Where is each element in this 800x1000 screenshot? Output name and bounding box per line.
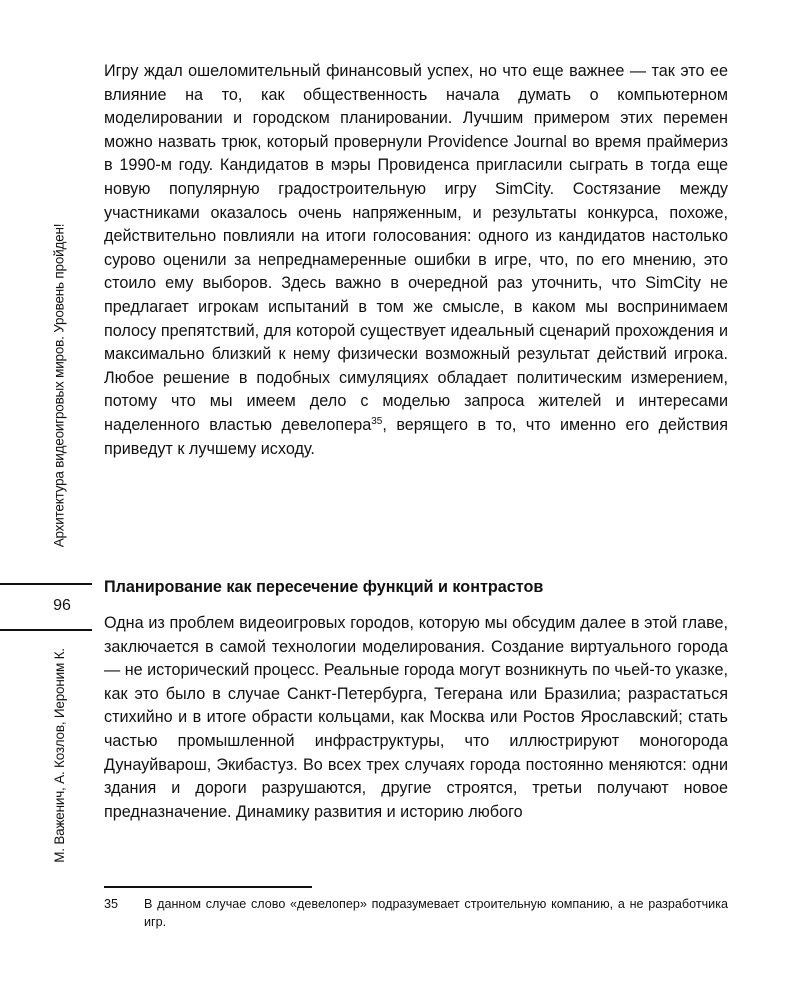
book-authors: М. Важенич, А. Козлов, Иероним К. xyxy=(51,647,67,863)
paragraph-1-text: Игру ждал ошеломительный финансовый успех, но что еще важнее — так это ее влияние на то, как общественность начала думать о компьютерном моделировании и городском планировании. Лучшим примером этих перемен можно назвать трюк, который провернули Providence Journal во время праймериз в 1990-м году. Кандидатов в мэры Провиденса пригласили сыграть в тогда еще новую популярную градостроительную игру SimCity. Состязание между участниками оказалось очень напряженным, и результаты конкурса, похоже, действительно повлияли на итоги голосования: одного из кандидатов настолько сурово оценили за непреднамеренные ошибки в игре, что, по его мнению, это стоило ему выборов. Здесь важно в очередной раз уточнить, что SimCity не предлагает игрокам испытаний в том же смысле, в каком мы воспринимаем полосу препятствий, для которой существует идеальный сценарий прохождения и максимально близкий к нему физически возможный результат действий игрока. Любое решение в подобных симуляциях обладает политическим измерением, потому что мы имеем дело с моделью запроса жителей и интересами наделенного властью девелопера xyxy=(104,62,728,434)
section-heading: Планирование как пересечение функций и контрастов xyxy=(104,578,544,596)
running-head-authors xyxy=(44,635,74,875)
paragraph-2-text: Одна из проблем видеоигровых городов, которую мы обсудим далее в этой главе, заключается в самой технологии моделирования. Создание виртуального города — не исторический процесс. Реальные города могут возникнуть по чьей-то указке, как это было в случае Санкт-Петербурга, Тегерана или Бразилиа; разрастаться стихийно и в итоге обрасти кольцами, как Москва или Ростов Ярославский; стать частью промышленной инфраструктуры, что иллюстрируют моногорода Дунауйварош, Экибастуз. Во всех трех случаях города постоянно меняются: одни здания и дороги разрушаются, другие строятся, третьи получают новое предназначение. Динамику развития и историю любого xyxy=(104,614,728,821)
footnote-separator xyxy=(104,886,312,888)
footnote-reference: 35 xyxy=(371,415,383,427)
body-paragraph-1 xyxy=(104,60,728,461)
footnote xyxy=(104,895,728,931)
page-number: 96 xyxy=(53,597,71,614)
running-head-title xyxy=(44,195,74,575)
book-title: Архитектура видеоигровых миров. Уровень пройден! xyxy=(51,223,67,547)
margin-rule-top xyxy=(0,583,92,585)
paragraph-1-text-end: , верящего в то, что именно его действия приведут к лучшему исходу. xyxy=(104,415,728,458)
footnote-number: 35 xyxy=(104,897,119,911)
footnote-text: В данном случае слово «девелопер» подразумевает строительную компанию, а не разработчика игр. xyxy=(144,897,728,929)
margin-rule-bottom xyxy=(0,629,92,631)
body-paragraph-2 xyxy=(104,612,728,824)
